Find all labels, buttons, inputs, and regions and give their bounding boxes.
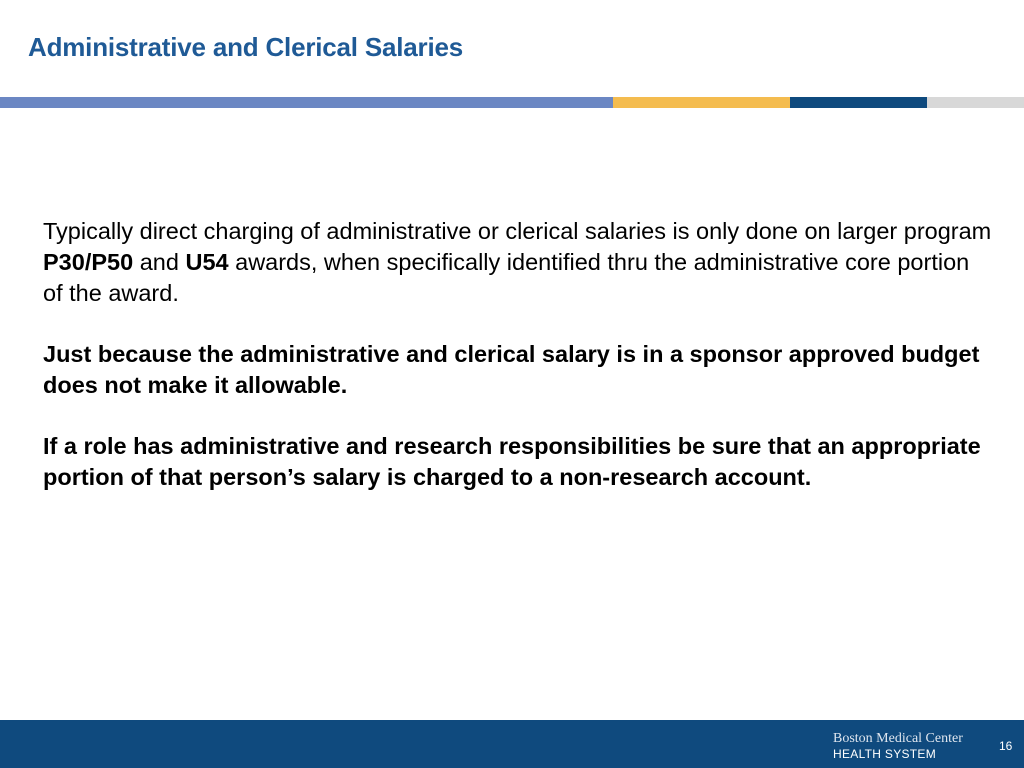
- accent-segment-blue: [0, 97, 613, 108]
- slide-title: Administrative and Clerical Salaries: [28, 32, 463, 62]
- footer-bar: [0, 720, 1024, 768]
- accent-segment-navy: [790, 97, 927, 108]
- boston-medical-center-logo: [833, 731, 963, 761]
- award-code-p30: P30: [43, 249, 85, 275]
- paragraph-text: Typically direct charging of administrative or clerical salaries is only done on larger program: [43, 218, 992, 244]
- award-code-separator: /: [84, 249, 92, 275]
- paragraph-role-responsibilities: If a role has administrative and research responsibilities be sure that an appropriate portion of that person’s salary is charged to a non-research account.: [43, 433, 981, 490]
- paragraph-direct-charging: [43, 216, 993, 309]
- paragraph-text: awards, when specifically identified thru the administrative core portion of the award.: [43, 249, 970, 306]
- paragraph-sponsor-approved: Just because the administrative and clerical salary is in a sponsor approved budget does not make it allowable.: [43, 341, 980, 398]
- page-number: 16: [999, 739, 1013, 753]
- award-code-p50: P50: [91, 249, 134, 275]
- accent-segment-gray: [927, 97, 1024, 108]
- accent-segment-gold: [613, 97, 790, 108]
- slide-body: [43, 216, 993, 523]
- paragraph-text: and: [133, 249, 186, 275]
- accent-bar: [0, 97, 1024, 108]
- logo-text-line2: HEALTH SYSTEM: [833, 747, 937, 761]
- logo-text-line1: Boston Medical Center: [833, 731, 963, 746]
- award-code-u54: U54: [185, 249, 229, 275]
